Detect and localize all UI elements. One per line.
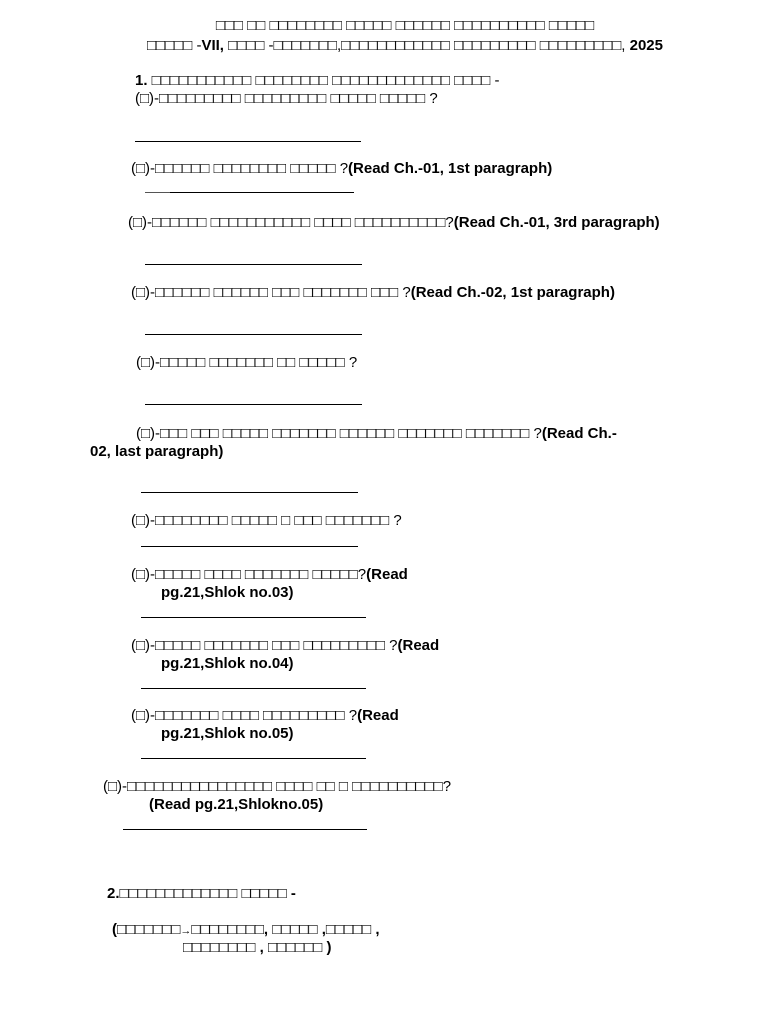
reading-reference: (Read Ch.-02, 1st paragraph) <box>410 284 615 301</box>
reading-reference: (Read pg.21,Shlokno.05) <box>149 796 324 813</box>
question-text: (□)-□□□□□□□□ □□□□□ □ □□□ □□□□□□□ ? <box>131 512 402 529</box>
reading-reference-continued: pg.21,Shlok no.03) <box>161 584 294 601</box>
reading-reference-continued: pg.21,Shlok no.05) <box>161 725 294 742</box>
question-text: (□)-□□□□□□ □□□□□□□□□□□ □□□□ □□□□□□□□□□? <box>128 214 454 231</box>
answer-line-prefix <box>145 192 170 193</box>
worksheet-subtitle <box>0 37 768 55</box>
question-text: (□)-□□□□□□□□□□□□□□□□ □□□□ □□ □ □□□□□□□□□□? <box>103 778 452 795</box>
question-text: (□)-□□□□□ □□□□□□□ □□□ □□□□□□□□□ ? <box>131 637 398 654</box>
question-text: (□)-□□□□□□□ □□□□ □□□□□□□□□ ? <box>131 707 358 724</box>
question-item <box>131 566 408 584</box>
reading-reference: (Read <box>366 566 408 583</box>
answer-line[interactable] <box>141 688 366 689</box>
word-list-line-2: □□□□□□□□ , □□□□□□ ) <box>183 939 332 956</box>
question-text: (□)-□□□□□□ □□□□□□□□ □□□□□ ? <box>131 160 349 177</box>
arrow-icon: → <box>180 925 192 937</box>
question-text: (□)-□□□□□ □□□□ □□□□□□□ □□□□□? <box>131 566 367 583</box>
reading-reference: (Read Ch.- <box>541 425 617 442</box>
question-item <box>136 354 357 372</box>
word-list-line <box>112 921 380 940</box>
class-label: □□□□□ - <box>147 37 202 54</box>
word-list-items: □□□□□□□□, □□□□□ ,□□□□□ , <box>191 921 380 938</box>
section1-heading-text: □□□□□□□□□□□ □□□□□□□□ □□□□□□□□□□□□□ □□□□ - <box>147 72 500 89</box>
section1-number: 1. <box>135 72 148 89</box>
answer-line[interactable] <box>145 264 362 265</box>
question-item <box>135 90 438 108</box>
answer-line[interactable] <box>135 141 361 142</box>
worksheet-title: □□□ □□ □□□□□□□□ □□□□□ □□□□□□ □□□□□□□□□□ □□□□□ <box>215 17 595 34</box>
question-text: (□)-□□□□□□□□□ □□□□□□□□□ □□□□□ □□□□□ ? <box>135 90 438 107</box>
answer-line[interactable] <box>123 829 367 830</box>
reading-reference-continued: pg.21,Shlok no.04) <box>161 655 294 672</box>
reading-reference: (Read Ch.-01, 3rd paragraph) <box>453 214 660 231</box>
question-item <box>103 778 451 796</box>
answer-line[interactable] <box>170 192 354 193</box>
year: 2025 <box>625 37 663 54</box>
reading-reference: (Read <box>357 707 399 724</box>
question-item <box>131 512 402 530</box>
question-text: (□)-□□□□□ □□□□□□□ □□ □□□□□ ? <box>136 354 358 371</box>
question-item <box>131 707 399 725</box>
question-text: (□)-□□□ □□□ □□□□□ □□□□□□□ □□□□□□ □□□□□□□ □□□□□□□ ? <box>136 425 542 442</box>
reading-reference: (Read <box>397 637 440 654</box>
class-number: VII, <box>201 37 224 54</box>
question-text: (□)-□□□□□□ □□□□□□ □□□ □□□□□□□ □□□ ? <box>131 284 411 301</box>
answer-line[interactable] <box>145 334 362 335</box>
question-item <box>131 284 615 302</box>
word-list-start: (□□□□□□□ <box>112 921 181 938</box>
question-item <box>131 160 552 178</box>
question-item <box>131 637 439 655</box>
answer-line[interactable] <box>141 758 366 759</box>
reading-reference-continued: 02, last paragraph) <box>90 443 224 460</box>
subject-label: □□□□ -□□□□□□□,□□□□□□□□□□□□ □□□□□□□□□ □□□□□□□□□, <box>223 37 626 54</box>
reading-reference: (Read Ch.-01, 1st paragraph) <box>348 160 553 177</box>
section1-heading <box>135 72 500 90</box>
answer-line[interactable] <box>141 617 366 618</box>
question-item <box>128 214 660 232</box>
answer-line[interactable] <box>145 404 362 405</box>
section2-heading: 2.□□□□□□□□□□□□□ □□□□□ - <box>107 885 296 902</box>
answer-line[interactable] <box>141 546 358 547</box>
question-item <box>136 425 617 443</box>
answer-line[interactable] <box>141 492 358 493</box>
